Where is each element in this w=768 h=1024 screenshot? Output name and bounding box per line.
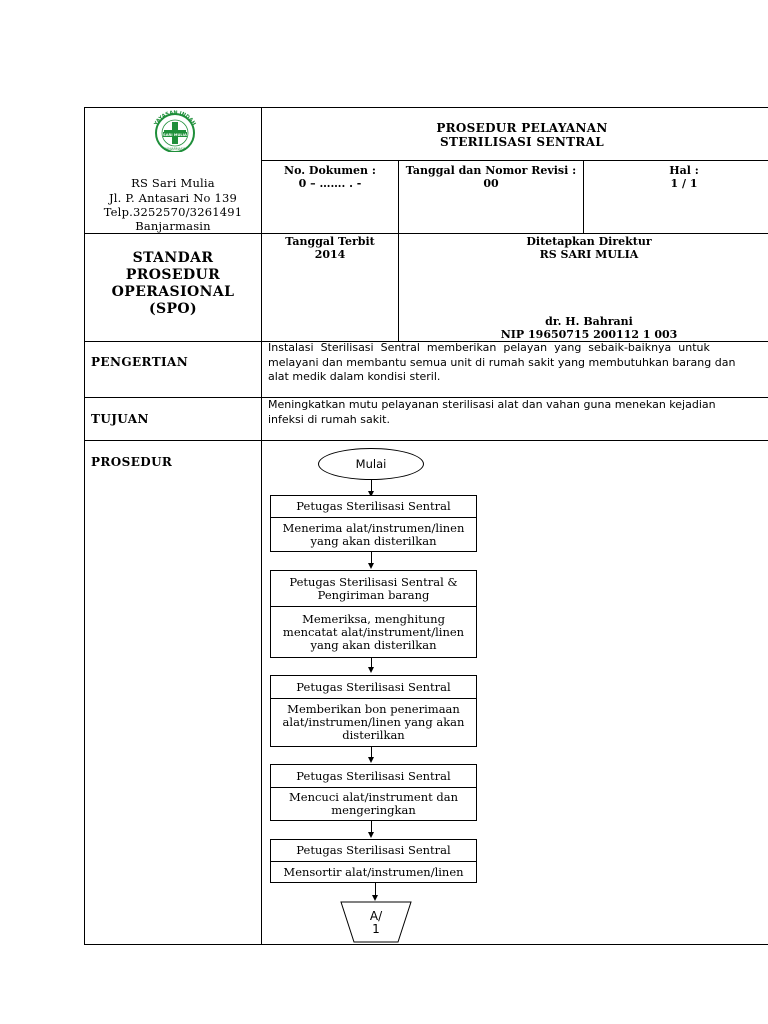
flowchart-start: Mulai bbox=[318, 448, 424, 480]
hospital-name: RS Sari Mulia bbox=[131, 176, 215, 190]
approval-block bbox=[399, 235, 768, 261]
flow-step-2-action: Memeriksa, menghitung mencatat alat/instrument/linen yang akan disterilkan bbox=[271, 606, 476, 657]
logo-bottom-text: BANJARMASIN bbox=[163, 147, 187, 151]
tujuan-text: Meningkatkan mutu pelayanan sterilisasi alat dan vahan guna menekan kejadian infeksi di rumah sakit. bbox=[268, 398, 716, 426]
revision-label: Tanggal dan Nomor Revisi : bbox=[405, 164, 577, 177]
flow-step-1-action: Menerima alat/instrumen/linen yang akan disterilkan bbox=[271, 517, 476, 551]
document-title: PROSEDUR PELAYANAN STERILISASI SENTRAL bbox=[436, 121, 608, 149]
page-value: 1 / 1 bbox=[670, 177, 698, 190]
flow-arrow-5 bbox=[371, 821, 372, 833]
document-number bbox=[262, 164, 398, 190]
hospital-info bbox=[85, 176, 261, 233]
flow-step-5-actor: Petugas Sterilisasi Sentral bbox=[296, 843, 451, 857]
flow-arrow-4 bbox=[371, 747, 372, 758]
revision-info bbox=[399, 164, 583, 190]
flow-step-5-action: Mensortir alat/instrumen/linen bbox=[271, 861, 476, 882]
connector-label: A/ 1 bbox=[369, 909, 383, 936]
flow-step-2 bbox=[270, 570, 477, 658]
column-divider-main bbox=[261, 107, 262, 945]
issue-date-label: Tanggal Terbit bbox=[285, 235, 375, 248]
flow-arrow-1 bbox=[371, 480, 372, 492]
flow-step-5 bbox=[270, 839, 477, 883]
hospital-phone: Telp.3252570/3261491 bbox=[103, 205, 243, 219]
row-divider-1 bbox=[84, 233, 768, 234]
approved-org: RS SARI MULIA bbox=[539, 248, 639, 261]
director-name: dr. H. Bahrani bbox=[545, 315, 633, 328]
issue-date-value: 2014 bbox=[314, 248, 346, 261]
page-info bbox=[584, 164, 768, 190]
flow-step-3-actor: Petugas Sterilisasi Sentral bbox=[296, 679, 451, 694]
row-divider-4 bbox=[84, 440, 768, 441]
hospital-logo bbox=[148, 108, 202, 152]
issue-date bbox=[262, 235, 398, 261]
logo-badge-text: SARI MULIA bbox=[163, 133, 187, 137]
pengertian-text: Instalasi Sterilisasi Sentral memberikan pelayan yang sebaik-baiknya untuk melayani dan membantu semua unit di rumah sakit yang membutuhkan barang dan alat medik dalam kondisi steril. bbox=[268, 341, 736, 383]
spo-title: STANDAR PROSEDUR OPERASIONAL (SPO) bbox=[111, 250, 235, 317]
pengertian-label: PENGERTIAN bbox=[91, 355, 189, 369]
flow-step-4 bbox=[270, 764, 477, 821]
flow-step-1 bbox=[270, 495, 477, 552]
flow-step-3-action: Memberikan bon penerimaan alat/instrumen/linen yang akan disterilkan bbox=[271, 698, 476, 746]
director-signature bbox=[399, 315, 768, 341]
director-nip: NIP 19650715 200112 1 003 bbox=[500, 328, 678, 341]
flow-arrow-2 bbox=[371, 552, 372, 564]
page-label: Hal : bbox=[669, 164, 699, 177]
hospital-address: Jl. P. Antasari No 139 bbox=[108, 191, 238, 205]
table-bottom-border bbox=[84, 944, 768, 945]
revision-value: 00 bbox=[483, 177, 499, 190]
tujuan-label: TUJUAN bbox=[91, 412, 149, 426]
document-number-label: No. Dokumen : bbox=[284, 164, 376, 177]
svg-text:YAYASAN INDAH: YAYASAN INDAH bbox=[153, 109, 197, 127]
flow-step-4-action: Mencuci alat/instrument dan mengeringkan bbox=[271, 787, 476, 820]
document-number-value: 0 – ……. . - bbox=[298, 177, 362, 190]
flow-step-1-actor: Petugas Sterilisasi Sentral bbox=[296, 499, 451, 513]
flow-arrow-6 bbox=[375, 883, 376, 896]
flow-step-3 bbox=[270, 675, 477, 747]
hospital-city: Banjarmasin bbox=[135, 219, 211, 233]
flow-step-4-actor: Petugas Sterilisasi Sentral bbox=[296, 768, 451, 783]
header-divider bbox=[262, 160, 768, 161]
flow-arrow-3 bbox=[371, 658, 372, 668]
prosedur-label: PROSEDUR bbox=[91, 455, 173, 469]
flow-step-2-actor: Petugas Sterilisasi Sentral & Pengiriman barang bbox=[289, 574, 458, 602]
approved-label: Ditetapkan Direktur bbox=[526, 235, 652, 248]
